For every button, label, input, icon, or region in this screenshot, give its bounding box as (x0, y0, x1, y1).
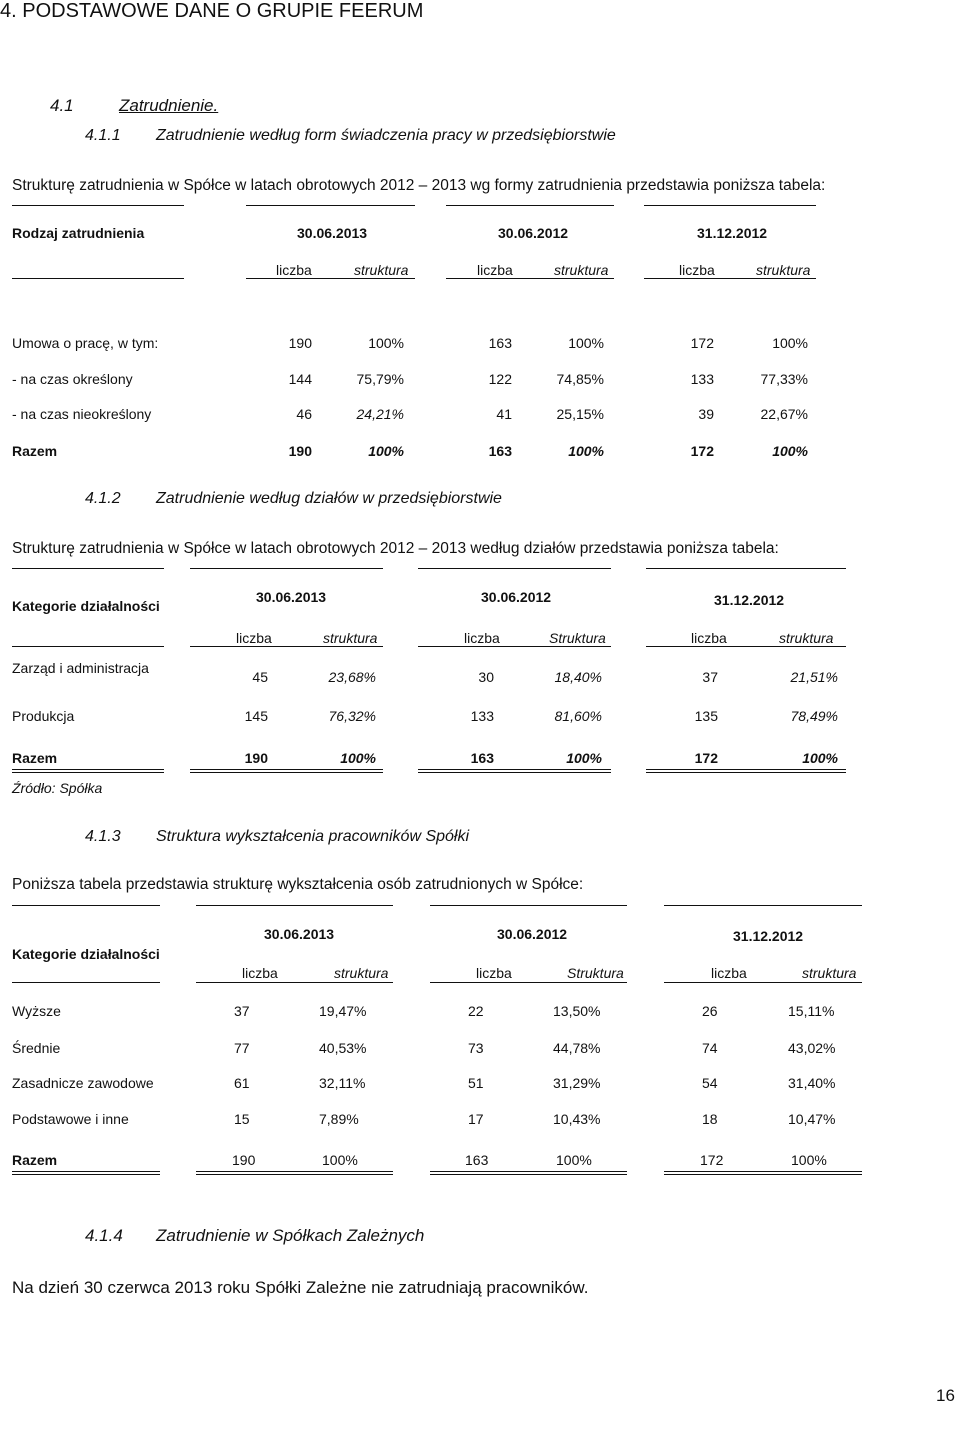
column-label: struktura (802, 965, 857, 981)
table-row-label: Produkcja (12, 708, 75, 724)
table-cell: 172 (690, 335, 714, 351)
column-label: struktura (354, 262, 409, 278)
column-date: 31.12.2012 (733, 928, 804, 944)
column-label: liczba (276, 262, 312, 278)
column-date: 30.06.2013 (264, 926, 335, 942)
table-cell: 100% (322, 1152, 358, 1168)
table-cell: 19,47% (319, 1003, 367, 1019)
table-cell: 24,21% (356, 406, 404, 422)
table-cell: 78,49% (790, 708, 838, 724)
table-cell: 10,47% (788, 1111, 836, 1127)
page-number: 16 (936, 1386, 955, 1405)
heading-title-414: Zatrudnienie w Spółkach Zależnych (156, 1226, 425, 1245)
table-cell: 76,32% (328, 708, 376, 724)
table-cell: 144 (288, 371, 312, 387)
table-cell: 51 (468, 1075, 484, 1091)
column-date: 30.06.2013 (256, 589, 327, 605)
subsection-title: Zatrudnienie. (119, 96, 219, 115)
table-cell: 21,51% (790, 669, 838, 685)
intro-text-412: Strukturę zatrudnienia w Spółce w latach obrotowych 2012 – 2013 według działów przedstawia poniższa tabela: (12, 540, 779, 557)
table-cell: 18,40% (554, 669, 602, 685)
column-date: 30.06.2012 (498, 225, 569, 241)
table-row-header: Rodzaj zatrudnienia (12, 225, 145, 241)
table-cell: 22,67% (760, 406, 808, 422)
column-label: liczba (711, 965, 747, 981)
intro-text-413: Poniższa tabela przedstawia strukturę wykształcenia osób zatrudnionych w Spółce: (12, 876, 584, 893)
table-cell: 26 (702, 1003, 718, 1019)
table-row-header: Kategorie działalności (12, 946, 160, 962)
column-label: struktura (334, 965, 389, 981)
table-cell: 133 (690, 371, 714, 387)
table-cell: 37 (702, 669, 718, 685)
table-cell: 163 (488, 335, 512, 351)
column-label: liczba (679, 262, 715, 278)
column-label: Struktura (549, 630, 606, 646)
table-cell: 10,43% (553, 1111, 601, 1127)
table-cell: 77,33% (760, 371, 808, 387)
table-row-label: Zasadnicze zawodowe (12, 1075, 154, 1091)
table-cell: 13,50% (553, 1003, 601, 1019)
table-cell: 100% (772, 335, 808, 351)
table-cell: 61 (234, 1075, 250, 1091)
table-cell: 75,79% (356, 371, 404, 387)
table-cell: 31,29% (553, 1075, 601, 1091)
heading-number-412: 4.1.2 (85, 490, 121, 507)
table-row-label: Średnie (12, 1040, 61, 1056)
heading-title-413: Struktura wykształcenia pracowników Spółki (156, 828, 470, 845)
table-cell: 17 (468, 1111, 484, 1127)
table-cell: 74,85% (556, 371, 604, 387)
table-cell: 100% (368, 443, 404, 459)
column-label: liczba (242, 965, 278, 981)
column-label: struktura (554, 262, 609, 278)
column-date: 31.12.2012 (697, 225, 768, 241)
heading-title-412: Zatrudnienie według działów w przedsiębiorstwie (156, 490, 502, 507)
column-label: struktura (756, 262, 811, 278)
table-cell: 100% (802, 750, 838, 766)
table-cell: 163 (465, 1152, 489, 1168)
table-cell: 15,11% (788, 1003, 835, 1019)
table-cell: 100% (340, 750, 376, 766)
table-cell: 163 (470, 750, 494, 766)
table-row-label: Wyższe (12, 1003, 61, 1019)
table-cell: 74 (702, 1040, 718, 1056)
table-row-label: Razem (12, 1152, 58, 1168)
table-row-label: Podstawowe i inne (12, 1111, 129, 1127)
table-cell: 31,40% (788, 1075, 836, 1091)
column-date: 30.06.2013 (297, 225, 368, 241)
table-cell: 135 (694, 708, 718, 724)
table-cell: 100% (368, 335, 404, 351)
table-cell: 190 (244, 750, 268, 766)
table-cell: 44,78% (553, 1040, 601, 1056)
table-row-label: Zarząd i administracja (12, 660, 149, 676)
table-cell: 100% (566, 750, 602, 766)
column-label: liczba (691, 630, 727, 646)
table-cell: 73 (468, 1040, 484, 1056)
table-cell: 54 (702, 1075, 718, 1091)
table-cell: 100% (568, 335, 604, 351)
table-cell: 32,11% (319, 1075, 366, 1091)
column-date: 30.06.2012 (497, 926, 568, 942)
table-cell: 190 (288, 443, 312, 459)
table-cell: 43,02% (788, 1040, 836, 1056)
table-cell: 172 (690, 443, 714, 459)
column-label: struktura (323, 630, 378, 646)
table-cell: 100% (791, 1152, 827, 1168)
table-cell: 100% (556, 1152, 592, 1168)
column-label: liczba (476, 965, 512, 981)
table-cell: 145 (244, 708, 268, 724)
column-label: Struktura (567, 965, 624, 981)
table-cell: 122 (488, 371, 512, 387)
column-label: liczba (236, 630, 272, 646)
column-label: liczba (477, 262, 513, 278)
section-title: 4. PODSTAWOWE DANE O GRUPIE FEERUM (0, 0, 424, 22)
table-cell: 25,15% (556, 406, 604, 422)
table-cell: 133 (470, 708, 494, 724)
table-cell: 77 (234, 1040, 250, 1056)
table-cell: 37 (234, 1003, 250, 1019)
table-cell: 30 (478, 669, 494, 685)
table-row-header: Kategorie działalności (12, 598, 160, 614)
table-cell: 81,60% (554, 708, 602, 724)
source-note: Źródło: Spółka (12, 780, 103, 796)
table-row-label: - na czas określony (12, 371, 133, 387)
heading-number-413: 4.1.3 (85, 828, 121, 845)
table-row-label: - na czas nieokreślony (12, 406, 152, 422)
column-date: 30.06.2012 (481, 589, 552, 605)
table-cell: 172 (694, 750, 718, 766)
table-cell: 163 (488, 443, 512, 459)
body-text-414: Na dzień 30 czerwca 2013 roku Spółki Zależne nie zatrudniają pracowników. (12, 1278, 589, 1297)
table-row-label: Umowa o pracę, w tym: (12, 335, 159, 351)
table-cell: 7,89% (319, 1111, 359, 1127)
column-label: struktura (779, 630, 834, 646)
table-cell: 40,53% (319, 1040, 367, 1056)
table-cell: 190 (232, 1152, 256, 1168)
table-cell: 18 (702, 1111, 718, 1127)
table-cell: 15 (234, 1111, 250, 1127)
subsection-number: 4.1 (50, 96, 74, 115)
table-cell: 100% (772, 443, 808, 459)
column-label: liczba (464, 630, 500, 646)
heading-number-411: 4.1.1 (85, 127, 121, 144)
table-cell: 39 (698, 406, 714, 422)
table-cell: 46 (296, 406, 312, 422)
table-cell: 190 (288, 335, 312, 351)
table-cell: 45 (252, 669, 268, 685)
table-cell: 172 (700, 1152, 724, 1168)
table-cell: 41 (496, 406, 512, 422)
table-cell: 100% (568, 443, 604, 459)
heading-title-411: Zatrudnienie według form świadczenia pracy w przedsiębiorstwie (156, 127, 616, 144)
table-row-label: Razem (12, 443, 58, 459)
column-date: 31.12.2012 (714, 592, 785, 608)
table-row-label: Razem (12, 750, 58, 766)
table-cell: 23,68% (328, 669, 376, 685)
heading-number-414: 4.1.4 (85, 1226, 123, 1245)
table-cell: 22 (468, 1003, 484, 1019)
intro-text-411: Strukturę zatrudnienia w Spółce w latach obrotowych 2012 – 2013 wg formy zatrudnienia przedstawia poniższa tabela: (12, 177, 826, 194)
